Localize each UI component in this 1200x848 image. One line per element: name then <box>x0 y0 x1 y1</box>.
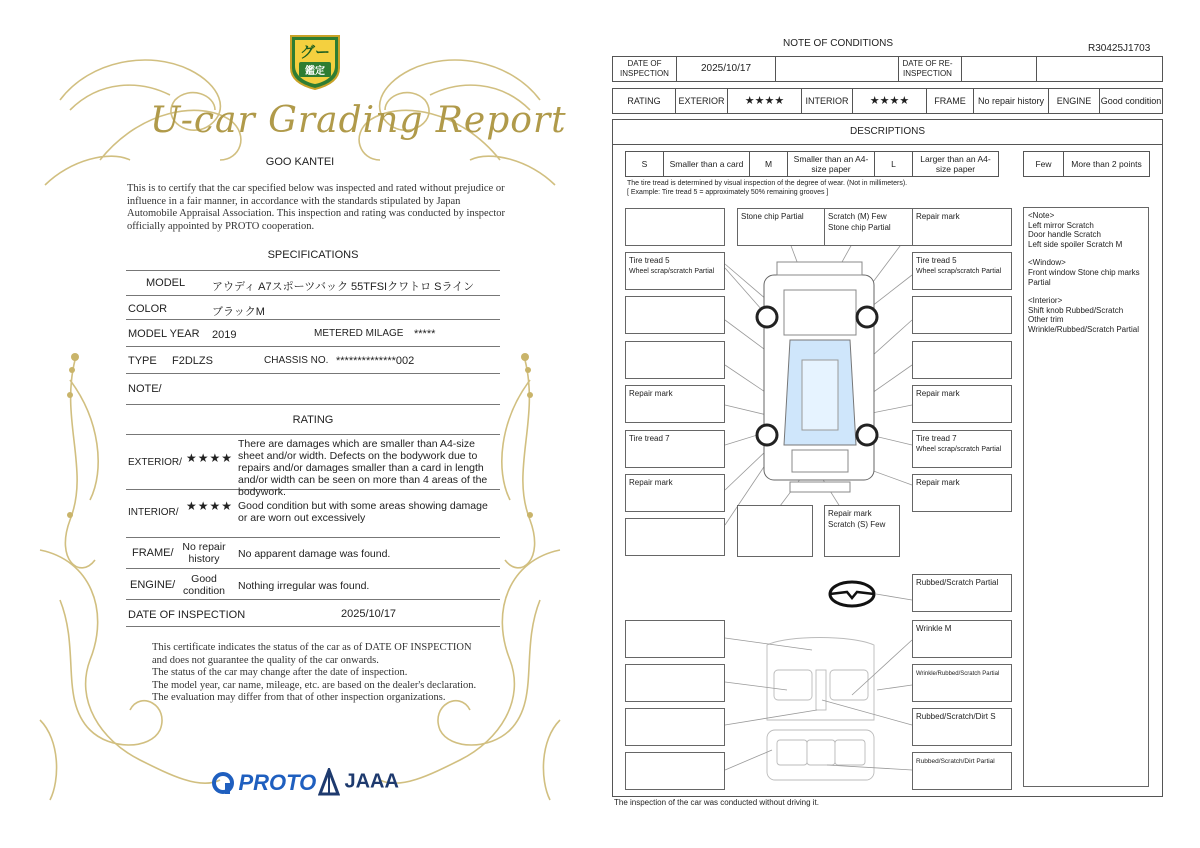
report-title: U-car Grading Report <box>150 100 567 141</box>
reinspection-value <box>962 57 1037 81</box>
damage-box-text: Repair mark <box>916 389 960 398</box>
legend-few: Few <box>1024 152 1064 176</box>
badge-bottom-text: 鑑定 <box>299 62 331 77</box>
rating-label: RATING <box>613 89 676 113</box>
damage-box <box>625 296 725 334</box>
legend-m: M <box>750 152 788 176</box>
legend-l-text: Larger than an A4-size paper <box>920 154 991 174</box>
note-item: Other trim <box>1028 315 1064 325</box>
spec-row-model <box>126 270 500 296</box>
damage-box <box>912 208 1012 246</box>
note-item: Front window Stone chip marks Partial <box>1028 267 1140 287</box>
damage-box-subtext: Wheel scrap/scratch Partial <box>916 268 1002 275</box>
damage-box-text: Tire tread 5 <box>629 256 670 265</box>
damage-box-subtext: Wheel scrap/scratch Partial <box>629 268 715 275</box>
damage-box <box>625 620 725 658</box>
closing-line: The evaluation may differ from that of other inspection organizations. <box>152 692 446 703</box>
proto-logo-text: PROTO <box>238 770 317 795</box>
interior-description: Good condition but with some areas showing damage or are worn out excessively <box>238 500 488 524</box>
damage-box <box>912 385 1012 423</box>
damage-box <box>912 430 1012 468</box>
chassis-label: CHASSIS NO. <box>264 355 329 366</box>
closing-notes <box>152 642 482 705</box>
damage-box-text: Tire tread 5 <box>916 256 957 265</box>
few-legend <box>1023 151 1150 177</box>
sheet-footer: The inspection of the car was conducted without driving it. <box>614 798 819 807</box>
damage-box <box>625 208 725 246</box>
damage-box <box>625 430 725 468</box>
type-label: TYPE <box>128 355 157 367</box>
exterior-description: There are damages which are smaller than A4-size sheet and/or width. Defects on the bodywork due to repairs and/or damages smaller than a card in length and/or width can be seen on more than 4 areas of the bodywork. <box>238 438 488 498</box>
sheet-reference: R30425J1703 <box>1088 43 1151 54</box>
engine-description: Nothing irregular was found. <box>238 580 370 592</box>
damage-box <box>625 474 725 512</box>
damage-box <box>912 574 1012 612</box>
tire-note-example: [ Example: Tire tread 5 = approximately 50% remaining grooves ] <box>627 189 829 196</box>
notes-box <box>1023 207 1149 787</box>
date-row <box>612 56 1163 82</box>
note-item: Door handle Scratch <box>1028 230 1101 240</box>
damage-box-text: Stone chip Partial <box>741 212 804 221</box>
damage-box <box>912 296 1012 334</box>
damage-box <box>912 341 1012 379</box>
damage-box <box>625 518 725 556</box>
damage-box-text: Rubbed/Scratch Partial <box>916 578 999 587</box>
interior-label: INTERIOR/ <box>128 507 179 518</box>
spec-row-color <box>126 295 500 320</box>
steering-wheel-icon <box>830 582 874 606</box>
damage-box <box>912 708 1012 746</box>
damage-box-subtext: Wheel scrap/scratch Partial <box>916 446 1002 453</box>
inspection-date-label: DATE OF INSPECTION <box>613 57 677 81</box>
inspection-date-value: 2025/10/17 <box>341 608 397 620</box>
exterior-stars: ★★★★ <box>186 451 234 465</box>
damage-box <box>625 341 725 379</box>
frame-value: No repair history <box>974 89 1049 113</box>
legend-l: L <box>875 152 913 176</box>
rating-heading: RATING <box>292 414 334 426</box>
note-item: Wrinkle/Rubbed/Scratch Partial <box>1028 324 1140 334</box>
engine-value: Good condition <box>182 573 226 597</box>
damage-box <box>912 252 1012 290</box>
descriptions-heading: DESCRIPTIONS <box>613 120 1162 145</box>
legend-m-text: Smaller than an A4-size paper <box>788 152 875 176</box>
exterior-label: EXTERIOR/ <box>128 457 182 468</box>
damage-box-text: Rubbed/Scratch/Dirt S <box>916 712 996 721</box>
spec-row-note <box>126 374 500 405</box>
color-value: ブラックM <box>212 306 265 318</box>
jaaa-logo-text: JAAA <box>344 770 399 793</box>
interior-label: INTERIOR <box>802 89 853 113</box>
chassis-value: **************002 <box>336 355 415 367</box>
blank-cell <box>1037 57 1162 81</box>
engine-label: ENGINE <box>1049 89 1100 113</box>
damage-box-text: Wrinkle/Rubbed/Scratch Partial <box>916 671 1000 677</box>
damage-box-text: Repair mark <box>629 478 673 487</box>
type-value: F2DLZS <box>172 355 213 367</box>
damage-box <box>824 208 924 246</box>
note-item: Left side spoiler Scratch M <box>1028 239 1123 249</box>
legend-s-text: Smaller than a card <box>664 152 750 176</box>
spec-row-type <box>126 347 500 374</box>
mileage-value: ***** <box>414 328 436 340</box>
inspection-date-value: 2025/10/17 <box>677 57 776 81</box>
proto-logo <box>212 770 316 796</box>
specifications-heading: SPECIFICATIONS <box>267 249 359 261</box>
frame-value: No repair history <box>182 541 226 565</box>
goo-kantei-badge-icon <box>287 32 343 90</box>
damage-box <box>912 474 1012 512</box>
jaaa-mark-icon <box>318 768 340 796</box>
exterior-stars: ★★★★ <box>728 89 802 113</box>
engine-value: Good condition <box>1100 96 1162 106</box>
spec-row-year <box>126 320 500 347</box>
damage-box-text: Repair mark <box>629 389 673 398</box>
closing-line: This certificate indicates the status of the car as of DATE OF INSPECTION and does not guarantee the quality of the car onwards. <box>152 642 472 666</box>
intro-paragraph: This is to certify that the car specified below was inspected and rated without prejudice or influence in a fair manner, in accordance with the standards stipulated by Japan Automobile Appraisal Association. This inspection and rating was conducted by inspector officially appointed by PROTO cooperation. <box>127 183 506 232</box>
damage-box <box>625 385 725 423</box>
note-label: NOTE/ <box>128 383 162 395</box>
damage-box-text: Rubbed/Scratch/Dirt Partial <box>916 758 995 765</box>
exterior-label: EXTERIOR <box>676 89 728 113</box>
frame-label: FRAME <box>927 89 974 113</box>
damage-box <box>912 620 1012 658</box>
damage-box <box>625 708 725 746</box>
damage-box <box>625 752 725 790</box>
note-item: Shift knob Rubbed/Scratch <box>1028 305 1124 315</box>
inspection-date-label: DATE OF INSPECTION <box>128 609 246 621</box>
legend-few-text: More than 2 points <box>1071 159 1142 169</box>
blank-cell <box>776 57 899 81</box>
rating-row-interior <box>126 489 500 538</box>
legend-s: S <box>626 152 664 176</box>
model-value: アウディ A7スポーツバック 55TFSIクワトロ Sライン <box>212 281 475 293</box>
proto-mark-icon <box>212 771 234 795</box>
interior-heading: <Interior> <box>1028 296 1063 306</box>
frame-label: FRAME/ <box>132 547 174 559</box>
damage-box-text: Tire tread 7 <box>916 434 957 443</box>
damage-box-text: Scratch (M) Few <box>828 212 887 221</box>
jaaa-logo <box>318 768 399 796</box>
rating-row-frame <box>126 538 500 569</box>
damage-box-text: Tire tread 7 <box>629 434 670 443</box>
damage-box <box>625 252 725 290</box>
interior-stars: ★★★★ <box>186 499 234 513</box>
damage-box <box>737 505 813 557</box>
size-legend <box>625 151 999 177</box>
rating-row-engine <box>126 569 500 600</box>
color-label: COLOR <box>128 303 168 315</box>
model-year-value: 2019 <box>212 329 237 341</box>
mileage-label: METERED MILAGE <box>314 328 404 339</box>
damage-box-text: Repair mark <box>916 478 960 487</box>
window-heading: <Window> <box>1028 258 1066 268</box>
damage-box <box>737 208 837 246</box>
model-label: MODEL <box>146 277 186 289</box>
tire-note: The tire tread is determined by visual inspection of the degree of wear. (Not in millimeters). <box>627 180 908 187</box>
damage-box <box>912 752 1012 790</box>
badge-top-text: グー <box>299 44 330 61</box>
sheet-title: NOTE OF CONDITIONS <box>783 38 893 49</box>
damage-box <box>625 664 725 702</box>
frame-description: No apparent damage was found. <box>238 548 391 560</box>
report-subtitle: GOO KANTEI <box>265 156 335 168</box>
damage-box-text: Stone chip Partial <box>828 223 891 232</box>
notes-heading: <Note> <box>1028 211 1055 220</box>
rating-row-exterior <box>126 434 500 498</box>
damage-box-text: Repair mark <box>916 212 960 221</box>
interior-stars: ★★★★ <box>853 89 927 113</box>
model-year-label: MODEL YEAR <box>128 328 200 340</box>
damage-box-text: Repair mark <box>828 509 872 518</box>
closing-line: The status of the car may change after the date of inspection. <box>152 667 408 678</box>
damage-box <box>824 505 900 557</box>
damage-box-text: Scratch (S) Few <box>828 520 886 529</box>
rating-row-date <box>126 600 500 627</box>
closing-line: The model year, car name, mileage, etc. are based on the dealer's declaration. <box>152 679 477 691</box>
rating-row <box>612 88 1163 114</box>
engine-label: ENGINE/ <box>130 579 176 591</box>
damage-box <box>912 664 1012 702</box>
damage-box-text: Wrinkle M <box>916 624 952 633</box>
note-item: Left mirror Scratch <box>1028 220 1094 230</box>
reinspection-label: DATE OF RE-INSPECTION <box>894 57 962 81</box>
